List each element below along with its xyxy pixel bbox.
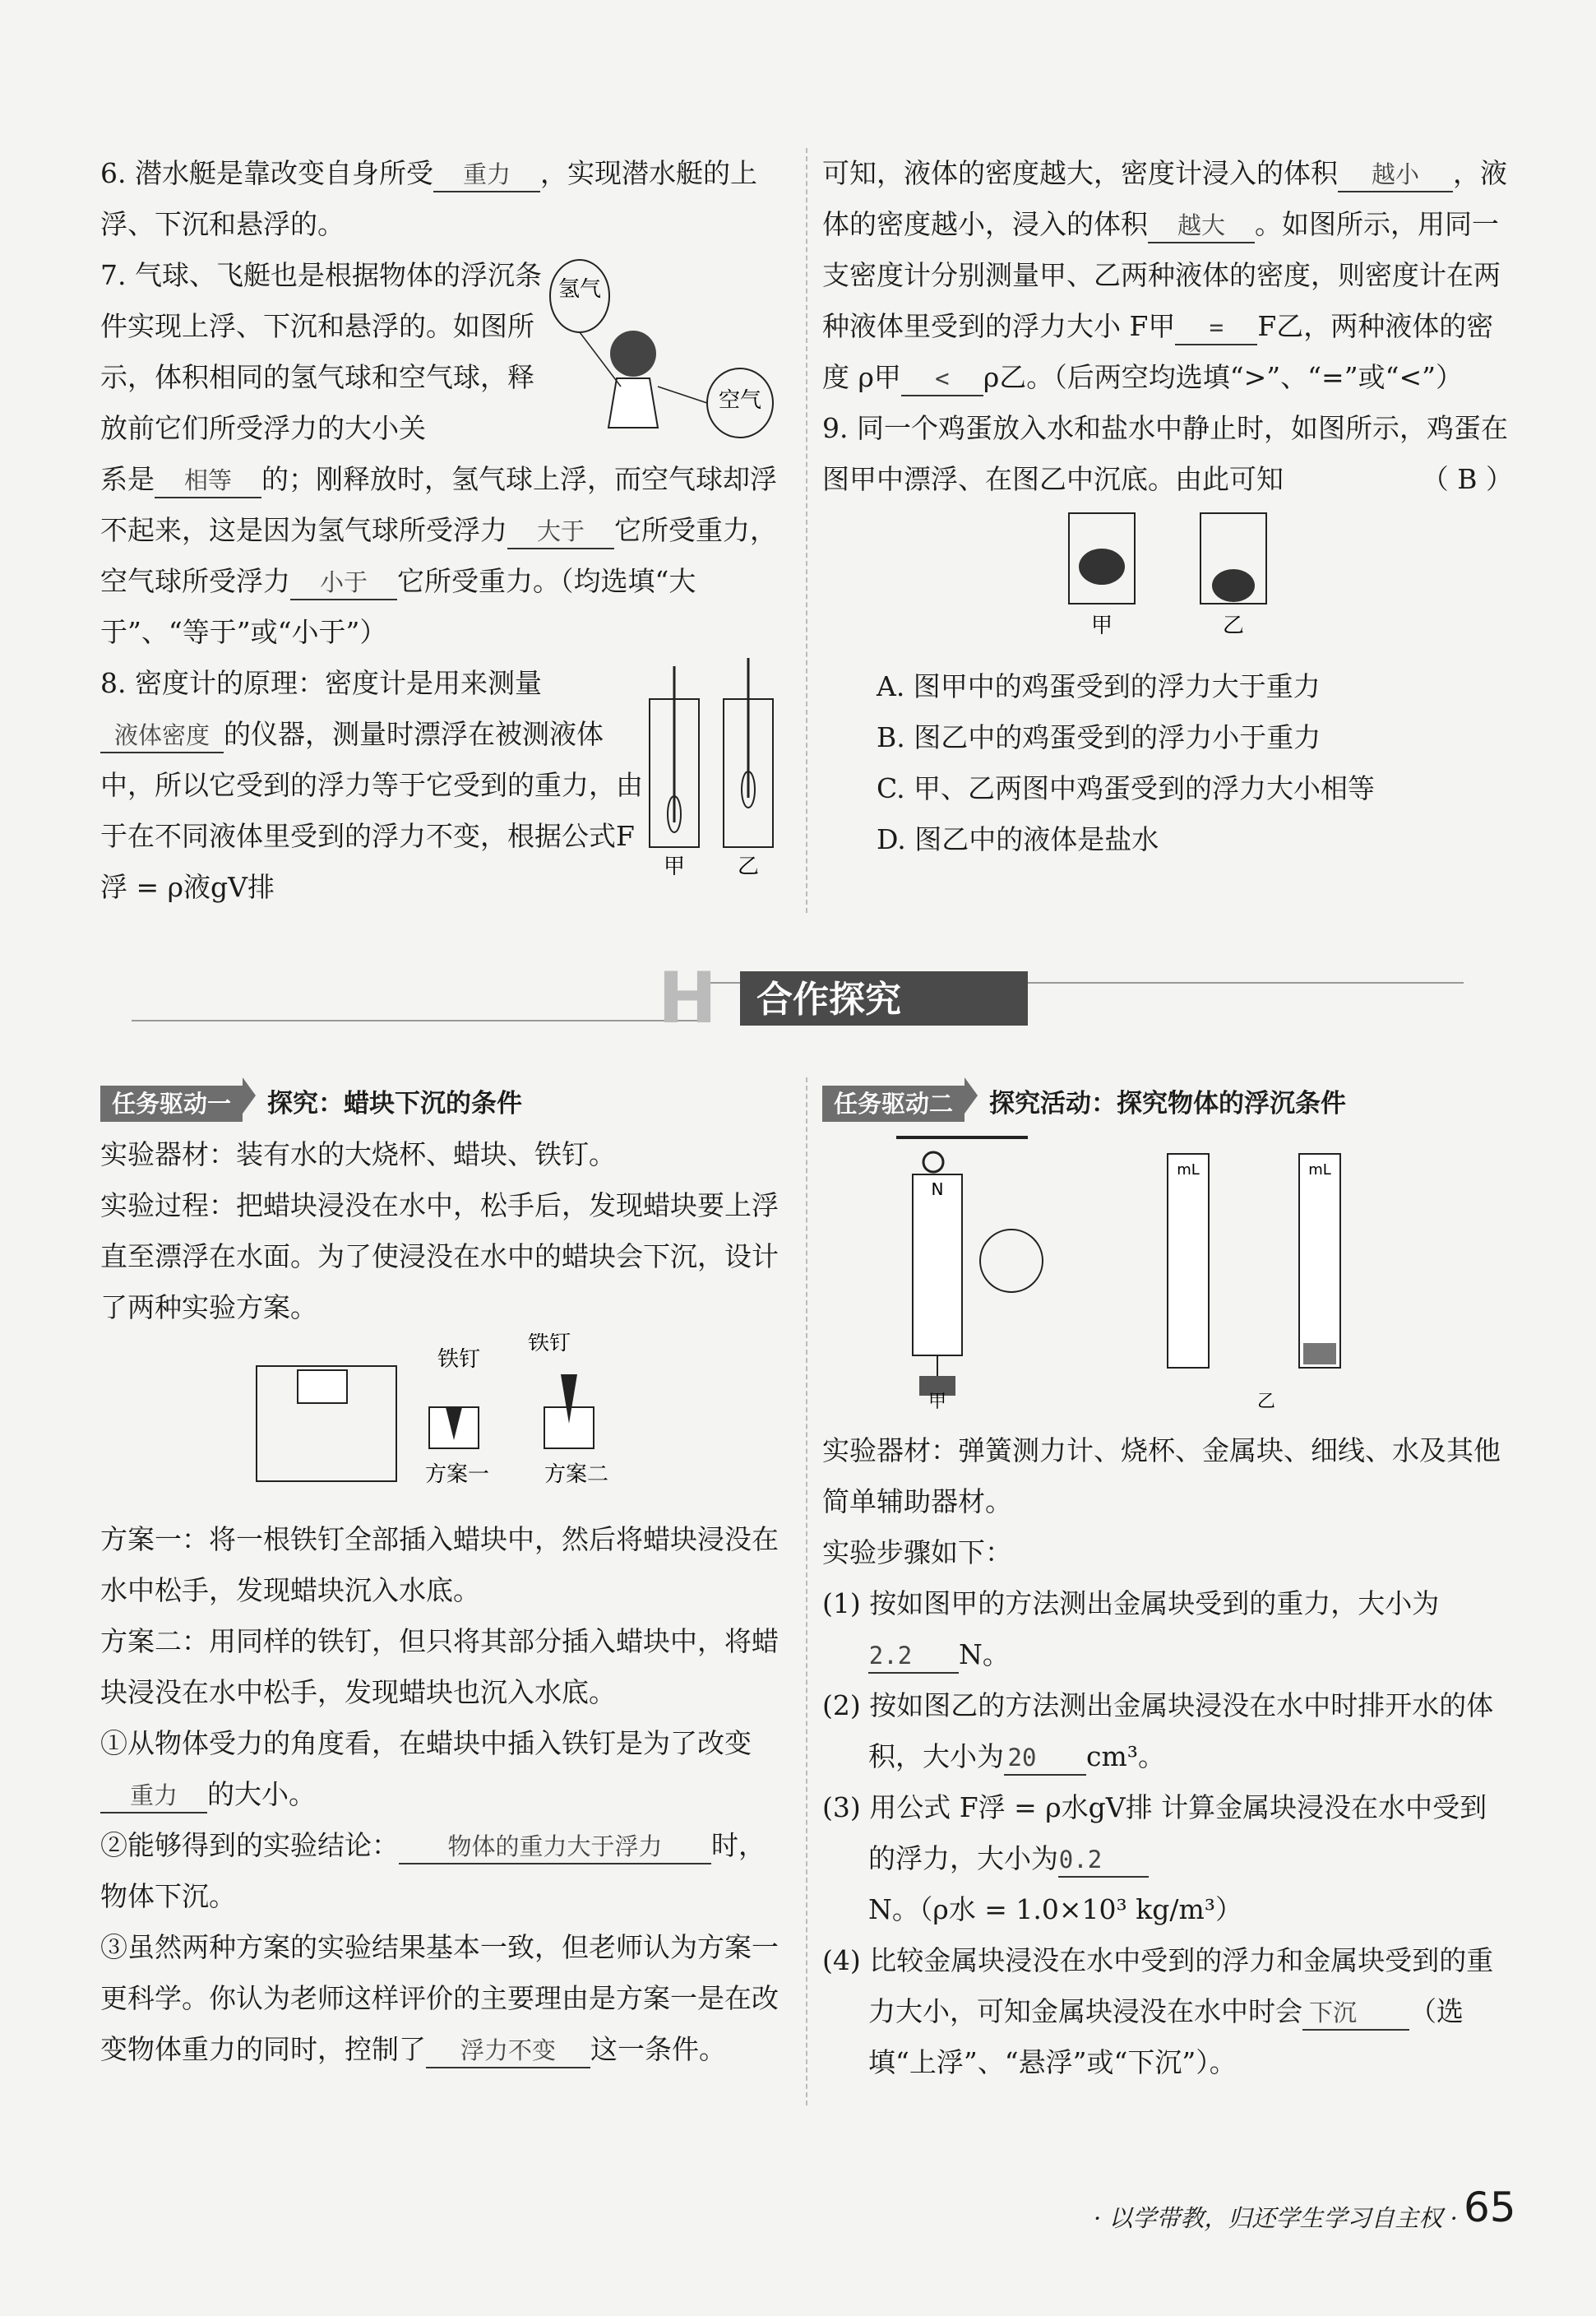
task2-steps-label: 实验步骤如下：	[822, 1536, 1012, 1568]
q8-answer-5: <	[901, 362, 983, 396]
task2-section	[822, 1077, 1513, 2088]
egg-floating	[1079, 549, 1125, 585]
step1-answer: 2.2	[868, 1639, 959, 1674]
q8-answer-2: 越小	[1338, 158, 1453, 192]
task1-title: 探究：蜡块下沉的条件	[267, 1089, 523, 1119]
step3-unit: N。（ρ水 = 1.0×10³ kg/m³）	[868, 1893, 1243, 1925]
task1-q1-text: ①从物体受力的角度看，在蜡块中插入铁钉是为了改变	[100, 1727, 752, 1759]
step2-answer: 20	[1004, 1741, 1086, 1776]
task1-q3	[100, 1922, 791, 2075]
egg-figure	[822, 505, 1513, 645]
egg-label-b: 乙	[1222, 614, 1245, 638]
step2-text: (2) 按如图乙的方法测出金属块浸没在水中时排开水的体积，大小为	[822, 1689, 1494, 1772]
egg-label-a: 甲	[1090, 614, 1113, 638]
wax-figure	[100, 1333, 791, 1498]
q9-option-a: A. 图甲中的鸡蛋受到的浮力大于重力	[877, 670, 1321, 702]
spring-scale-figure	[822, 1129, 1513, 1409]
task1-tag: 任务驱动一	[100, 1086, 243, 1122]
banner-letter: H	[658, 966, 717, 1032]
q7-t2: 的；刚释放时，氢气球上浮，而空气球却浮不起来，这是因为氢气球所受浮力	[100, 463, 777, 546]
task1-q3-answer: 浮力不变	[426, 2034, 590, 2068]
q8-t7: ρ乙。（后两空均选填“>”、“=”或“<”）	[983, 361, 1463, 393]
q6-text-b: ，实现潜水艇的上浮、下沉和悬浮的。	[100, 157, 757, 240]
q8-t4: ，液体的密度越小，浸入的体积	[822, 157, 1507, 240]
question-9	[822, 403, 1513, 505]
cylinder-label-b: 乙	[1256, 1392, 1276, 1409]
banner-title: 合作探究	[756, 979, 901, 1021]
q9-option-c: C. 甲、乙两图中鸡蛋受到的浮力大小相等	[877, 772, 1376, 804]
step4-answer: 下沉	[1302, 1996, 1409, 2031]
task1-plan1: 方案一：将一根铁钉全部插入蜡块中，然后将蜡块浸没在水中松手，发现蜡块沉入水底。	[100, 1523, 779, 1606]
q8-t6: F乙，两种液体的密度 ρ甲	[822, 310, 1494, 393]
q9-option-d: D. 图乙中的液体是盐水	[877, 823, 1159, 855]
task2-step3	[822, 1782, 1513, 1935]
plan1-label: 方案一	[425, 1462, 490, 1487]
child-head	[610, 331, 656, 377]
task1-q2-answer: 物体的重力大于浮力	[399, 1830, 711, 1864]
task1-materials: 实验器材：装有水的大烧杯、蜡块、铁钉。	[100, 1138, 616, 1170]
plan2-label: 方案二	[544, 1462, 609, 1487]
spring-scale	[913, 1174, 962, 1355]
q8-t1: 8. 密度计的原理：密度计是用来测量	[100, 667, 542, 699]
q8-t2: 的仪器，测量时漂浮在被测液体中，所以它受到的浮力等于它受到的重力，由于在不同液体里受到的浮力不变，根据公式	[100, 718, 643, 852]
cylinder-1-unit: mL	[1177, 1161, 1200, 1179]
wax-block	[298, 1370, 347, 1403]
step3-text: (3) 用公式 F浮 = ρ水gV排 计算金属块浸没在水中受到的浮力，大小为	[822, 1791, 1487, 1874]
scale-unit: N	[931, 1179, 944, 1199]
q8-t3: 可知，液体的密度越大，密度计浸入的体积	[822, 157, 1338, 189]
column-divider-top	[806, 148, 807, 913]
banner-graphic	[132, 966, 1464, 1032]
q6-text: 6. 潜水艇是靠改变自身所受	[100, 157, 433, 189]
q7-answer-1: 相等	[155, 464, 261, 498]
task1-q2-text-b: 时，物体下沉。	[100, 1829, 766, 1912]
scale-zoom	[980, 1230, 1043, 1292]
cylinder-1	[1168, 1154, 1209, 1368]
task1-section	[100, 1077, 791, 2075]
task2-tag: 任务驱动二	[822, 1086, 965, 1122]
q9-answer: （ B ）	[1421, 463, 1513, 495]
task1-q1-answer: 重力	[100, 1779, 207, 1813]
task1-q2	[100, 1820, 791, 1922]
q8-answer-3: 越大	[1148, 209, 1255, 243]
column-divider-bottom	[806, 1077, 807, 2105]
task1-plan2: 方案二：用同样的铁钉，但只将其部分插入蜡块中，将蜡块浸没在水中松手，发现蜡块也沉入水底。	[100, 1625, 779, 1708]
section-banner	[132, 966, 1464, 1032]
air-label: 空气	[718, 388, 762, 413]
task2-step1	[822, 1578, 1513, 1680]
q9-stem: 9. 同一个鸡蛋放入水和盐水中静止时，如图所示，鸡蛋在图甲中漂浮、在图乙中沉底。由此可知	[822, 412, 1508, 495]
footer-motto: · 以学带教，归还学生学习自主权 ·	[1094, 2204, 1458, 2232]
cylinder-2-unit: mL	[1308, 1161, 1331, 1179]
cylinder-2	[1299, 1154, 1340, 1368]
q6-answer: 重力	[433, 158, 540, 192]
q7-text: 7. 气球、飞艇也是根据物体的浮沉条件实现上浮、下沉和悬浮的。如图所示，体积相同的氢气球和空气球，释放前它们所受浮力的大小关	[100, 259, 542, 444]
step3-answer: 0.2	[1058, 1843, 1149, 1878]
task2-step2	[822, 1680, 1513, 1782]
question-6	[100, 148, 791, 250]
nail-label-2: 铁钉	[528, 1333, 571, 1355]
step4-text-b: （选填“上浮”、“悬浮”或“下沉”）。	[868, 1995, 1464, 2078]
q8-formula: F浮 = ρ液gV排	[100, 820, 635, 903]
page-number: 65	[1464, 2184, 1516, 2231]
egg-sunk	[1212, 569, 1255, 602]
task2-tag-arrow	[965, 1077, 978, 1114]
right-column-top	[822, 148, 1513, 865]
q8-answer-1: 液体密度	[100, 719, 224, 753]
hydrogen-label: 氢气	[557, 277, 602, 302]
task1-q1	[100, 1718, 791, 1820]
hydrometer-label-b: 乙	[737, 855, 760, 879]
hydrometer-figure	[641, 658, 798, 880]
task1-q2-text: ②能够得到的实验结论：	[100, 1829, 399, 1861]
step2-unit: cm³。	[1086, 1740, 1166, 1772]
task1-q3-text-b: 这一条件。	[590, 2033, 726, 2065]
scale-label-a: 甲	[928, 1392, 947, 1409]
task1-process: 实验过程：把蜡块浸没在水中，松手后，发现蜡块要上浮直至漂浮在水面。为了使浸没在水中的蜡块会下沉，设计了两种实验方案。	[100, 1189, 779, 1323]
q8-t5: 。如图所示，用同一支密度计分别测量甲、乙两种液体的密度，则密度计在两种液体里受到的浮力大小 F甲	[822, 208, 1501, 342]
task2-step4	[822, 1935, 1513, 2088]
nail-label-1: 铁钉	[437, 1347, 481, 1372]
submerged-block	[1303, 1343, 1336, 1364]
step4-text: (4) 比较金属块浸没在水中受到的浮力和金属块受到的重力大小，可知金属块浸没在水中时会	[822, 1944, 1494, 2027]
step1-unit: N。	[959, 1638, 1010, 1670]
balloon-figure	[543, 247, 789, 461]
hydrometer-label-a: 甲	[663, 855, 686, 879]
step1-text: (1) 按如图甲的方法测出金属块受到的重力，大小为	[822, 1587, 1440, 1619]
child-body	[608, 378, 658, 428]
q8-answer-4: =	[1175, 311, 1257, 345]
q7-t1: 系是	[100, 463, 155, 495]
q9-option-b: B. 图乙中的鸡蛋受到的浮力小于重力	[877, 721, 1321, 753]
task2-materials: 实验器材：弹簧测力计、烧杯、金属块、细线、水及其他简单辅助器材。	[822, 1434, 1501, 1517]
q7-t3: 它所受重力，空气球所受浮力	[100, 514, 777, 597]
q7-t4: 它所受重力。（均选填“大于”、“等于”或“小于”）	[100, 565, 696, 648]
task1-q3-text: ③虽然两种方案的实验结果基本一致，但老师认为方案一更科学。你认为老师这样评价的主要理由是方案一是在改变物体重力的同时，控制了	[100, 1931, 779, 2065]
q8-continued	[822, 148, 1513, 403]
q7-answer-3: 小于	[290, 566, 397, 600]
q7-answer-2: 大于	[507, 515, 614, 549]
task2-title: 探究活动：探究物体的浮沉条件	[989, 1089, 1347, 1119]
balloon-string-2	[658, 387, 707, 403]
task1-q1-text-b: 的大小。	[207, 1778, 316, 1810]
question-8	[100, 658, 643, 913]
task1-tag-arrow	[243, 1077, 256, 1114]
